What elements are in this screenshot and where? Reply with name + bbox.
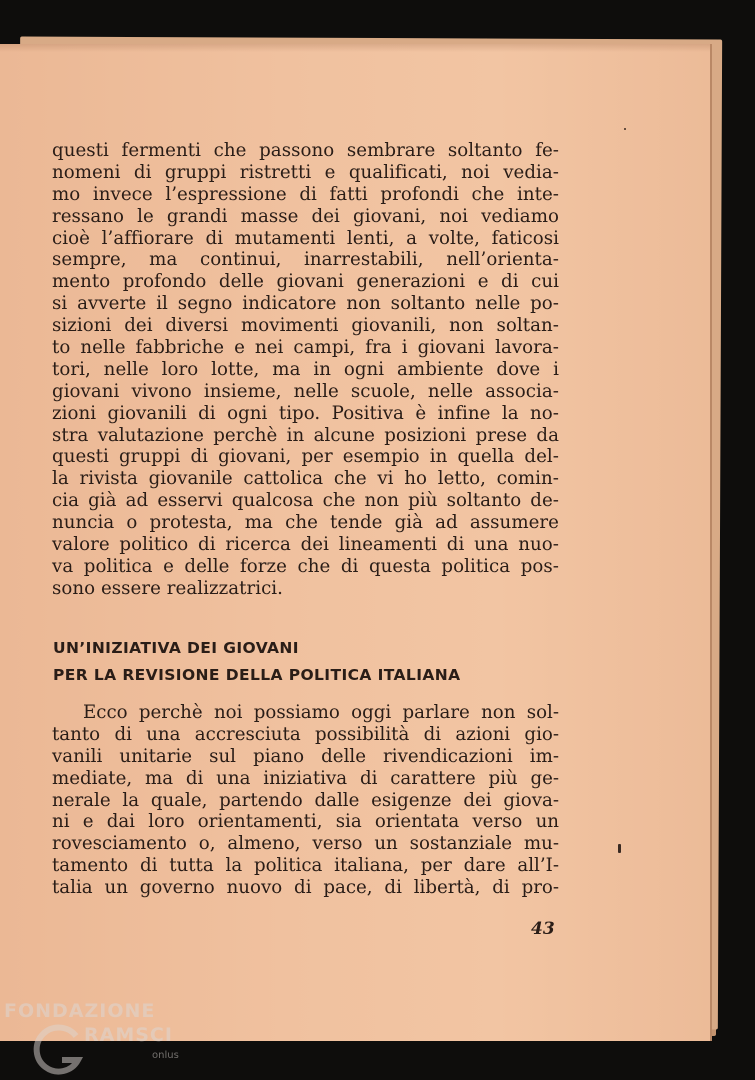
text-line: rovesciamento o, almeno, verso un sostanziale mu- (52, 833, 559, 855)
watermark-line: FONDAZIONE (4, 1000, 156, 1022)
text-line: mento profondo delle giovani generazioni e di cui (52, 271, 559, 293)
text-line: ressano le grandi masse dei giovani, noi vediamo (52, 205, 559, 227)
text-line: si avverte il segno indicatore non soltanto nelle po- (52, 293, 559, 315)
paragraph-1 (52, 140, 559, 600)
paper-speck (618, 844, 621, 853)
text-line: tanto di una accresciuta possibilità di azioni gio- (52, 723, 559, 745)
paper-speck (624, 128, 626, 130)
text-line: nomeni di gruppi ristretti e qualificati, noi vedia- (52, 161, 559, 183)
page-number: 43 (531, 919, 555, 939)
text-line: cia già ad esservi qualcosa che non più soltanto de- (52, 490, 559, 512)
text-line: sizioni dei diversi movimenti giovanili, non soltan- (52, 315, 559, 337)
text-line: tori, nelle loro lotte, ma in ogni ambiente dove i (52, 358, 559, 380)
book-page (0, 44, 710, 1041)
text-line: talia un governo nuovo di pace, di libertà, di pro- (52, 877, 559, 899)
text-line: to nelle fabbriche e nei campi, fra i giovani lavora- (52, 337, 559, 359)
text-line: questi fermenti che passono sembrare soltanto fe- (52, 140, 559, 161)
text-line: nerale la quale, partendo dalle esigenze dei giova- (52, 789, 559, 811)
text-line: mo invece l’espressione di fatti profondi che inte- (52, 183, 559, 205)
watermark-line: RAMSCI (84, 1024, 173, 1046)
text-line: zioni giovanili di ogni tipo. Positiva è infine la no- (52, 402, 559, 424)
fondazione-gramsci-watermark (4, 1000, 194, 1078)
gramsci-logo-icon (32, 1022, 84, 1078)
text-line: la rivista giovanile cattolica che vi ho letto, comin- (52, 468, 559, 490)
heading-line: PER LA REVISIONE DELLA POLITICA ITALIANA (53, 666, 461, 684)
paragraph-2 (52, 702, 559, 899)
text-line: cioè l’affiorare di mutamenti lenti, a volte, faticosi (52, 227, 559, 249)
text-line: valore politico di ricerca dei lineamenti di una nuo- (52, 534, 559, 556)
heading-line: UN’INIZIATIVA DEI GIOVANI (53, 639, 299, 657)
section-heading (53, 635, 461, 689)
text-line: va politica e delle forze che di questa politica pos- (52, 555, 559, 577)
text-line: stra valutazione perchè in alcune posizioni prese da (52, 424, 559, 446)
text-line: mediate, ma di una iniziativa di carattere più ge- (52, 767, 559, 789)
text-line: tamento di tutta la politica italiana, per dare all’I- (52, 855, 559, 877)
text-line: nuncia o protesta, ma che tende già ad assumere (52, 512, 559, 534)
text-line: ni e dai loro orientamenti, sia orientata verso un (52, 811, 559, 833)
text-line: vanili unitarie sul piano delle rivendicazioni im- (52, 745, 559, 767)
text-line: sempre, ma continui, inarrestabili, nell’orienta- (52, 249, 559, 271)
watermark-line: onlus (152, 1050, 179, 1061)
text-line: Ecco perchè noi possiamo oggi parlare non sol- (83, 702, 559, 723)
text-line: sono essere realizzatrici. (52, 577, 284, 599)
text-line: questi gruppi di giovani, per esempio in quella del- (52, 446, 559, 468)
text-line: giovani vivono insieme, nelle scuole, nelle associa- (52, 380, 559, 402)
